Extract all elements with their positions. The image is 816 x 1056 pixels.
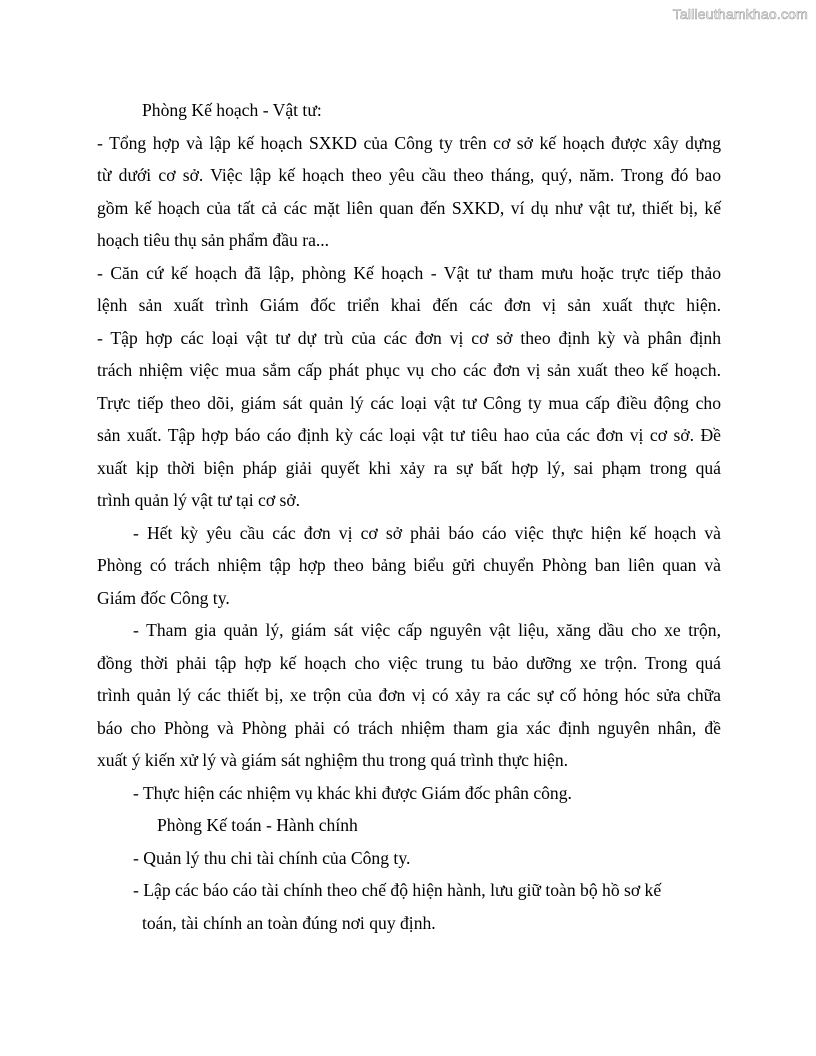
text-line: hoạch tiêu thụ sản phẩm đầu ra...	[97, 230, 330, 250]
text-line: - Căn cứ kế hoạch đã lập, phòng Kế hoạch - Vật tư tham mưu hoặc trực tiếp thảo	[97, 262, 721, 283]
text-line: Phòng có trách nhiệm tập hợp theo bảng biểu gửi chuyển Phòng ban liên quan và	[97, 555, 721, 575]
text-line: báo cho Phòng và Phòng phải có trách nhiệm tham gia xác định nguyên nhân, đề	[97, 717, 721, 738]
text-line: gồm kế hoạch của tất cả các mặt liên quan đến SXKD, ví dụ như vật tư, thiết bị, kế	[97, 197, 721, 218]
section-heading-accounting: Phòng Kế toán - Hành chính	[157, 815, 358, 835]
text-line: - Tham gia quản lý, giám sát việc cấp nguyên vật liệu, xăng dầu cho xe trộn,	[133, 620, 721, 640]
text-line: trình quản lý vật tư tại cơ sở.	[97, 490, 301, 510]
text-line: Trực tiếp theo dõi, giám sát quản lý các loại vật tư Công ty mua cấp điều động cho	[97, 392, 721, 413]
text-line: trách nhiệm việc mua sắm cấp phát phục vụ cho các đơn vị sản xuất theo kế hoạch.	[97, 360, 721, 380]
document-body	[97, 94, 721, 939]
text-line: từ dưới cơ sở. Việc lập kế hoạch theo yêu cầu theo tháng, quý, năm. Trong đó bao	[97, 165, 721, 185]
text-line: đồng thời phải tập hợp kế hoạch cho việc trung tu bảo dưỡng xe trộn. Trong quá	[97, 652, 721, 673]
text-line: - Thực hiện các nhiệm vụ khác khi được Giám đốc phân công.	[133, 782, 572, 803]
section-heading-planning: Phòng Kế hoạch - Vật tư:	[142, 100, 322, 120]
text-line: trình quản lý các thiết bị, xe trộn của đơn vị có xảy ra các sự cố hỏng hóc sửa chữa	[97, 685, 721, 705]
text-line: xuất ý kiến xử lý và giám sát nghiệm thu trong quá trình thực hiện.	[97, 750, 569, 770]
text-line: - Quản lý thu chi tài chính của Công ty.	[133, 847, 411, 868]
text-line: - Hết kỳ yêu cầu các đơn vị cơ sở phải báo cáo việc thực hiện kế hoạch và	[133, 522, 721, 543]
text-line: - Tổng hợp và lập kế hoạch SXKD của Công ty trên cơ sở kế hoạch được xây dựng	[97, 132, 721, 153]
text-line: sản xuất. Tập hợp báo cáo định kỳ các loại vật tư tiêu hao của các đơn vị cơ sở. Đề	[97, 425, 721, 445]
text-line: - Lập các báo cáo tài chính theo chế độ hiện hành, lưu giữ toàn bộ hồ sơ kế	[133, 880, 662, 900]
text-line: - Tập hợp các loại vật tư dự trù của các đơn vị cơ sở theo định kỳ và phân định	[97, 327, 721, 348]
text-line: toán, tài chính an toàn đúng nơi quy định.	[142, 912, 436, 933]
text-line: Giám đốc Công ty.	[97, 587, 230, 608]
text-line: lệnh sản xuất trình Giám đốc triển khai đến các đơn vị sản xuất thực hiện.	[97, 295, 721, 315]
watermark-text: Tailieuthamkhao.com	[672, 6, 808, 22]
text-line: xuất kịp thời biện pháp giải quyết khi xảy ra sự bất hợp lý, sai phạm trong quá	[97, 457, 721, 478]
